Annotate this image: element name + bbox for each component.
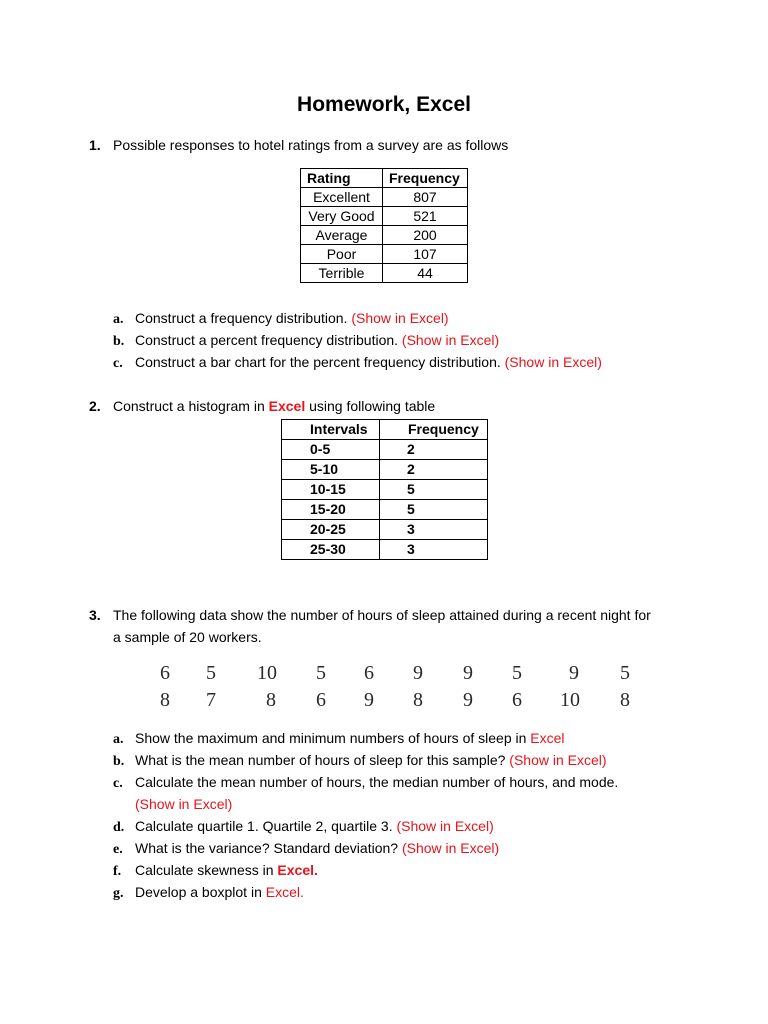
item-note: (Show in Excel) xyxy=(135,796,233,812)
table-cell: 200 xyxy=(383,226,468,245)
item-text: Calculate skewness in xyxy=(135,862,278,878)
table-row xyxy=(301,226,468,245)
data-value: 5 xyxy=(620,662,630,684)
table-cell: 5 xyxy=(380,500,488,520)
data-value: 5 xyxy=(512,662,522,684)
item-text: Construct a frequency distribution. xyxy=(135,310,352,326)
table-cell: 25-30 xyxy=(282,540,380,560)
table-row xyxy=(282,440,488,460)
data-value: 6 xyxy=(160,662,170,684)
q1-item-b xyxy=(113,332,499,350)
table-cell: 20-25 xyxy=(282,520,380,540)
q3-item-g xyxy=(113,884,304,902)
table-cell: Poor xyxy=(301,245,383,264)
question-2-number: 2. xyxy=(89,398,101,414)
table-header: Intervals xyxy=(282,420,380,440)
table-cell: 3 xyxy=(380,520,488,540)
question-1-text: Possible responses to hotel ratings from a survey are as follows xyxy=(113,137,509,153)
table-cell: 521 xyxy=(383,207,468,226)
item-letter: c. xyxy=(113,776,123,791)
table-row xyxy=(301,264,468,283)
table-cell: Terrible xyxy=(301,264,383,283)
page-title: Homework, Excel xyxy=(297,93,471,116)
q1-item-c xyxy=(113,354,602,372)
table-cell: 5-10 xyxy=(282,460,380,480)
item-note: Excel. xyxy=(277,862,318,878)
q2-text-before: Construct a histogram in xyxy=(113,398,269,414)
table-header: Rating xyxy=(301,169,383,188)
item-note: (Show in Excel) xyxy=(509,752,607,768)
item-letter: g. xyxy=(113,886,124,901)
table-cell: 15-20 xyxy=(282,500,380,520)
data-value: 9 xyxy=(463,689,473,711)
table-row xyxy=(282,460,488,480)
data-value: 9 xyxy=(364,689,374,711)
ratings-table xyxy=(300,168,468,283)
q2-text-excel: Excel xyxy=(268,398,306,414)
table-cell: Average xyxy=(301,226,383,245)
item-letter: b. xyxy=(113,334,125,349)
item-note: (Show in Excel) xyxy=(504,354,602,370)
data-value: 6 xyxy=(364,662,374,684)
item-note: Excel. xyxy=(265,884,304,900)
data-value: 8 xyxy=(160,689,170,711)
table-header: Frequency xyxy=(383,169,468,188)
q3-item-e xyxy=(113,840,499,858)
question-3-text-line1: The following data show the number of hours of sleep attained during a recent night for xyxy=(113,607,651,623)
q3-item-c-note xyxy=(135,796,232,812)
item-note: Excel xyxy=(530,730,565,746)
data-value: 9 xyxy=(569,662,579,684)
item-letter: e. xyxy=(113,842,123,857)
table-cell: Excellent xyxy=(301,188,383,207)
item-note: (Show in Excel) xyxy=(351,310,449,326)
table-row xyxy=(282,480,488,500)
item-letter: a. xyxy=(113,312,124,327)
data-value: 5 xyxy=(316,662,326,684)
q1-item-a xyxy=(113,310,449,328)
item-letter: a. xyxy=(113,732,124,747)
table-header: Frequency xyxy=(380,420,488,440)
item-note: (Show in Excel) xyxy=(396,818,494,834)
data-value: 10 xyxy=(560,689,580,711)
item-text: Construct a percent frequency distribution. xyxy=(135,332,402,348)
table-cell: 807 xyxy=(383,188,468,207)
table-cell: Very Good xyxy=(301,207,383,226)
question-2-text xyxy=(113,395,688,417)
intervals-table xyxy=(281,419,488,560)
table-cell: 10-15 xyxy=(282,480,380,500)
table-row xyxy=(282,500,488,520)
table-header-row xyxy=(301,169,468,188)
data-value: 8 xyxy=(413,689,423,711)
item-letter: f. xyxy=(113,864,122,879)
data-value: 9 xyxy=(413,662,423,684)
data-value: 6 xyxy=(512,689,522,711)
table-cell: 107 xyxy=(383,245,468,264)
data-value: 9 xyxy=(463,662,473,684)
q3-item-f xyxy=(113,862,318,880)
item-letter: c. xyxy=(113,356,123,371)
table-row xyxy=(301,245,468,264)
item-letter: b. xyxy=(113,754,125,769)
data-value: 8 xyxy=(620,689,630,711)
item-letter: d. xyxy=(113,820,125,835)
item-text: Calculate quartile 1. Quartile 2, quartile 3. xyxy=(135,818,397,834)
q3-item-c xyxy=(113,774,618,792)
table-cell: 0-5 xyxy=(282,440,380,460)
table-row xyxy=(301,188,468,207)
question-3-number: 3. xyxy=(89,607,101,623)
q3-item-d xyxy=(113,818,494,836)
item-note: (Show in Excel) xyxy=(401,332,500,348)
item-text: Construct a bar chart for the percent frequency distribution. xyxy=(135,354,505,370)
data-value: 8 xyxy=(266,689,276,711)
item-text: Show the maximum and minimum numbers of hours of sleep in xyxy=(135,730,531,746)
item-text: Calculate the mean number of hours, the median number of hours, and mode. xyxy=(135,774,619,790)
table-row xyxy=(301,207,468,226)
data-value: 6 xyxy=(316,689,326,711)
q3-item-b xyxy=(113,752,607,770)
table-cell: 2 xyxy=(380,460,488,480)
table-header-row xyxy=(282,420,488,440)
q3-item-a xyxy=(113,730,565,748)
item-text: What is the mean number of hours of sleep for this sample? xyxy=(135,752,510,768)
table-row xyxy=(282,520,488,540)
item-text: Develop a boxplot in xyxy=(135,884,266,900)
question-3-text-line2: a sample of 20 workers. xyxy=(113,629,262,645)
table-cell: 5 xyxy=(380,480,488,500)
table-row xyxy=(282,540,488,560)
data-value: 10 xyxy=(257,662,277,684)
q2-text-after: using following table xyxy=(305,398,436,414)
table-cell: 2 xyxy=(380,440,488,460)
data-value: 7 xyxy=(206,689,216,711)
item-text: What is the variance? Standard deviation? xyxy=(135,840,402,856)
data-value: 5 xyxy=(206,662,216,684)
item-note: (Show in Excel) xyxy=(401,840,500,856)
table-cell: 3 xyxy=(380,540,488,560)
table-cell: 44 xyxy=(383,264,468,283)
question-1-number: 1. xyxy=(89,137,101,153)
